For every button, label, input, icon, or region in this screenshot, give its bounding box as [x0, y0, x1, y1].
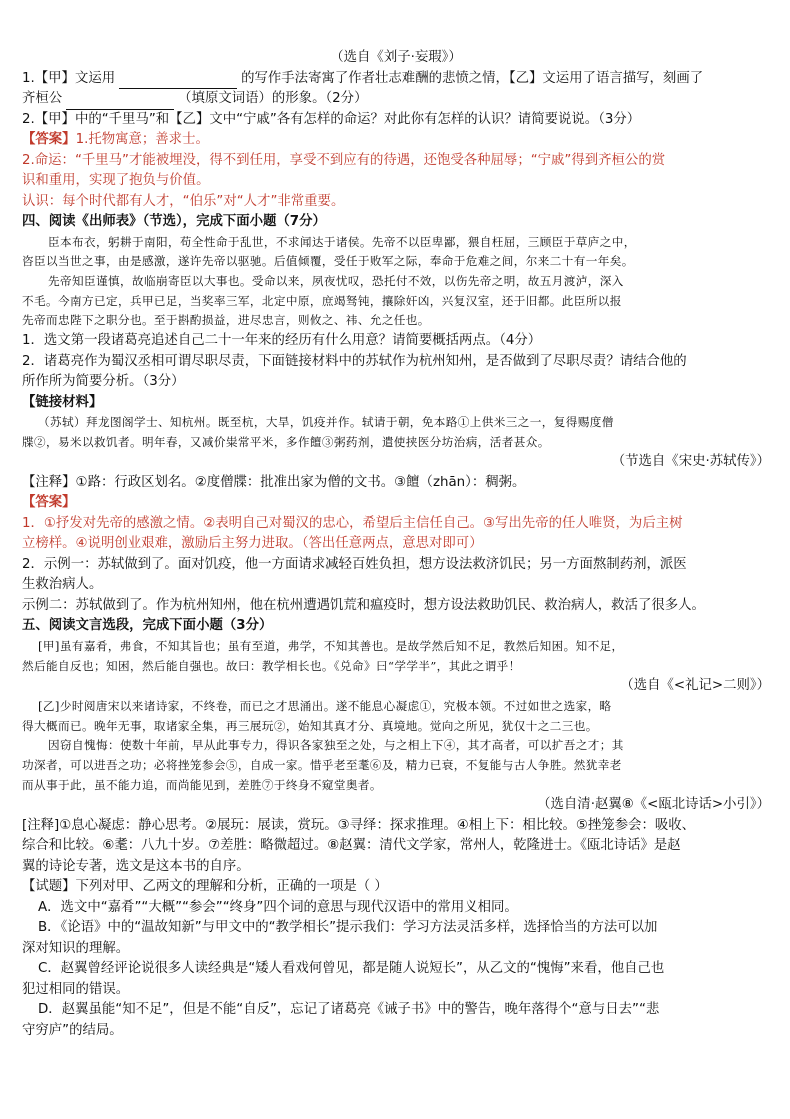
- answer-4-1-line-1: 1．①抒发对先帝的感激之情。②表明自己对蜀汉的忠心，希望后主信任自己。③写出先帝的任人唯贤，为后主树: [22, 515, 683, 531]
- passage-chushibiao-line-1: 臣本布衣，躬耕于南阳，苟全性命于乱世，不求闻达于诸侯。先帝不以臣卑鄙，猥自枉屈，三顾臣于草庐之中，: [48, 234, 636, 249]
- question-4-2-line-1: 2．诸葛亮作为蜀汉丞相可谓尽职尽责，下面链接材料中的苏轼作为杭州知州，是否做到了尽职尽责？请结合他的: [22, 353, 687, 369]
- question-4-1: 1．选文第一段诸葛亮追述自己二十一年来的经历有什么用意？请简要概括两点。（4分）: [22, 333, 542, 349]
- source-liezi: （选自《刘子·妄瑕》）: [330, 50, 462, 65]
- answer-2-line-1: 2.命运：“千里马”才能被埋没，得不到任用，享受不到应有的待遇，还饱受各种屈辱；“宁戚”得到齐桓公的赏: [22, 152, 666, 168]
- notes-section-4: 【注释】①路：行政区划名。②度僧牒：批准出家为僧的文书。③饘（zhān）：稠粥。: [22, 474, 526, 490]
- document-page: [22, 48, 770, 1041]
- notes-section-5-line-2: 综合和比较。⑥耄：八九十岁。⑦差胜：略微超过。⑧赵翼：清代文学家，常州人，乾隆进士。《瓯北诗话》是赵: [22, 838, 681, 854]
- section-5-heading: 五、阅读文言选段，完成下面小题（3分）: [22, 618, 273, 634]
- option-b-line-2: 深对知识的理解。: [22, 940, 130, 956]
- option-a: A．选文中“嘉肴”“大概”“参会”“终身”四个词的意思与现代汉语中的常用义相同。: [38, 899, 518, 915]
- answer-block-1: [22, 130, 770, 151]
- passage-sushi-line-2: 牒②，易米以救饥者。明年春，又减价粜常平米，多作饘③粥药剂，遣使挟医分坊治病，活者甚众。: [22, 434, 550, 449]
- source-oubei: （选自清·赵翼⑧《<瓯北诗话>小引》）: [537, 797, 770, 813]
- option-d-line-1: D．赵翼虽能“知不足”，但是不能“自反”，忘记了诸葛亮《诫子书》中的警告，晚年落得个“意与日去”“悲: [38, 1002, 660, 1018]
- source-liji: （选自《<礼记>二则》）: [620, 678, 770, 694]
- question-4-2-line-2: 所作所为简要分析。（3分）: [22, 374, 185, 390]
- answer-blank-1[interactable]: [119, 74, 237, 89]
- question-1-part-b: 的写作手法寄寓了作者壮志难酬的悲愤之情，【乙】文运用了语言描写，刻画了: [241, 70, 704, 86]
- answer-label: 【答案】: [22, 132, 76, 147]
- notes-section-5-line-1: [注释]①息心凝虑：静心思考。②展玩：展读，赏玩。③寻绎：探求推理。④相上下：相比较。⑤挫笼参会：吸收、: [22, 817, 696, 833]
- answer-label-2: 【答案】: [22, 495, 76, 511]
- option-b-line-1: B．《论语》中的“温故知新”与甲文中的“教学相长”提示我们：学习方法灵活多样，选择恰当的方法可以加: [38, 920, 658, 936]
- option-c-line-1: C．赵翼曾经评论说很多人读经典是“矮人看戏何曾见，都是随人说短长”，从乙文的“愧悔”来看，他自己也: [38, 961, 665, 977]
- source-songshi: （节选自《宋史·苏轼传》）: [611, 454, 770, 470]
- answer-4-1-line-2: 立榜样。④说明创业艰难，激励后主努力进取。（答出任意两点，意思对即可）: [22, 536, 483, 552]
- question-1-part-d: （填原文词语）的形象。（2分）: [178, 91, 368, 106]
- question-1-part-a: 1.【甲】文运用: [22, 70, 116, 86]
- answer-3: 认识：每个时代都有人才，“伯乐”对“人才”非常重要。: [22, 193, 345, 209]
- passage-chushibiao-line-2: 咨臣以当世之事，由是感激，遂许先帝以驱驰。后值倾覆，受任于败军之际，奉命于危难之间，尔来二十有一年矣。: [22, 254, 634, 269]
- passage-yi-line-1: [乙]少时阅唐宋以来诸诗家，不终卷，而已之才思涌出。遂不能息心凝虑①，究极本领。不过如世之选家，略: [38, 698, 612, 713]
- option-c-line-2: 犯过相同的错误。: [22, 981, 130, 997]
- passage-yi-line-4: 功深者，可以进吾之功；必将挫笼参会⑤，自成一家。惜乎老至耄⑥及，精力已衰，不复能与古人争胜。然犹幸老: [22, 757, 622, 772]
- passage-sushi-line-1: （苏轼）拜龙图阁学士、知杭州。既至杭，大旱，饥疫并作。轼请于朝，免本路①上供米三之一，复得赐度僧: [38, 415, 614, 430]
- passage-chushibiao-line-4: 不毛。今南方已定，兵甲已足，当奖率三军，北定中原，庶竭驽钝，攘除奸凶，兴复汉室，还于旧都。此臣所以报: [22, 293, 622, 308]
- question-1-cont: [22, 89, 770, 110]
- test-question: 【试题】下列对甲、乙两文的理解和分析，正确的一项是（ ）: [22, 879, 388, 895]
- answer-1: 1.托物寓意；善求士。: [75, 132, 209, 147]
- notes-section-5-line-3: 翼的诗论专著，选文是这本书的自序。: [22, 858, 250, 874]
- question-1: [22, 69, 770, 90]
- answer-blank-2[interactable]: [66, 95, 174, 110]
- answer-4-2-line-2: 生救治病人。: [22, 577, 103, 593]
- option-d-line-2: 守穷庐”的结局。: [22, 1022, 123, 1038]
- passage-yi-line-2: 得大概而已。晚年无事，取诸家全集，再三展玩②，始知其真才分、真境地。觉向之所见，犹仅十之二三也。: [22, 718, 598, 733]
- answer-4-2-example-2: 示例二：苏轼做到了。作为杭州知州，他在杭州遭遇饥荒和瘟疫时，想方设法救助饥民、救治病人，救活了很多人。: [22, 597, 705, 613]
- answer-2-line-2: 识和重用，实现了抱负与价值。: [22, 173, 210, 188]
- question-2: 2.【甲】中的“千里马”和【乙】文中“宁戚”各有怎样的命运？对此你有怎样的认识？请简要说说。（3分）: [22, 111, 641, 127]
- passage-yi-line-3: 因窃自愧悔：使数十年前，早从此事专力，得识各家独至之处，与之相上下④，其才高者，可以扩吾之才；其: [48, 738, 624, 753]
- link-material-label: 【链接材料】: [22, 394, 103, 410]
- answer-4-2-line-1: 2．示例一：苏轼做到了。面对饥疫，他一方面请求减轻百姓负担，想方设法救济饥民；另一方面熬制药剂，派医: [22, 556, 687, 572]
- section-4-heading: 四、阅读《出师表》（节选），完成下面小题（7分）: [22, 214, 326, 229]
- passage-chushibiao-line-5: 先帝而忠陛下之职分也。至于斟酌损益，进尽忠言，则攸之、祎、允之任也。: [22, 313, 430, 328]
- passage-chushibiao-line-3: 先帝知臣谨慎，故临崩寄臣以大事也。受命以来，夙夜忧叹，恐托付不效，以伤先帝之明，故五月渡泸，深入: [48, 273, 624, 288]
- passage-yi-line-5: 而从事于此，虽不能力追，而尚能见到，差胜⑦于终身不窥堂奥者。: [22, 777, 382, 792]
- passage-jia-line-2: 然后能自反也；知困，然后能自强也。故曰：教学相长也。《兑命》曰“学学半”，其此之谓乎！: [22, 658, 521, 673]
- passage-jia-line-1: [甲]虽有嘉肴，弗食，不知其旨也；虽有至道，弗学，不知其善也。是故学然后知不足，教然后知困。知不足，: [38, 638, 624, 653]
- question-1-part-c: 齐桓公: [22, 91, 63, 106]
